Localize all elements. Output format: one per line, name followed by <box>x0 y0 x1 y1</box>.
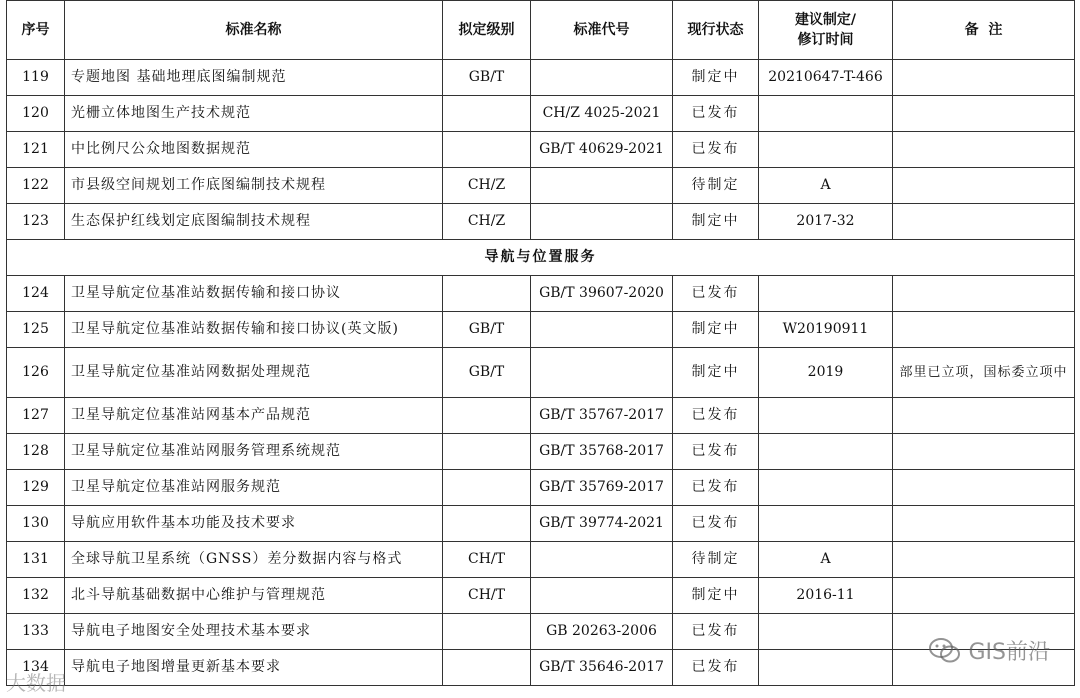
row-time <box>759 132 893 168</box>
row-level: GB/T <box>443 60 531 96</box>
row-no: 124 <box>7 276 65 312</box>
row-note <box>893 96 1075 132</box>
header-name: 标准名称 <box>65 1 443 60</box>
row-note <box>893 470 1075 506</box>
section-row <box>7 240 1075 276</box>
row-note <box>893 168 1075 204</box>
row-name: 卫星导航定位基准站网服务规范 <box>65 470 443 506</box>
row-name: 卫星导航定位基准站网服务管理系统规范 <box>65 434 443 470</box>
row-name: 光栅立体地图生产技术规范 <box>65 96 443 132</box>
row-status: 待制定 <box>673 168 759 204</box>
watermark-gis-text: GIS前沿 <box>968 640 1050 665</box>
row-code: GB/T 35768-2017 <box>531 434 673 470</box>
table-row <box>7 542 1075 578</box>
row-status: 已发布 <box>673 470 759 506</box>
row-no: 132 <box>7 578 65 614</box>
table-row <box>7 168 1075 204</box>
row-name: 卫星导航定位基准站网基本产品规范 <box>65 398 443 434</box>
row-name: 中比例尺公众地图数据规范 <box>65 132 443 168</box>
row-status: 已发布 <box>673 96 759 132</box>
row-time <box>759 398 893 434</box>
row-status: 已发布 <box>673 398 759 434</box>
row-note <box>893 434 1075 470</box>
row-status: 制定中 <box>673 204 759 240</box>
row-level <box>443 650 531 686</box>
table-row <box>7 614 1075 650</box>
row-level: CH/Z <box>443 204 531 240</box>
row-status: 已发布 <box>673 434 759 470</box>
row-code: CH/Z 4025-2021 <box>531 96 673 132</box>
row-level <box>443 132 531 168</box>
row-no: 133 <box>7 614 65 650</box>
row-note <box>893 204 1075 240</box>
row-level <box>443 96 531 132</box>
table-row <box>7 506 1075 542</box>
row-note: 部里已立项，国标委立项中 <box>893 348 1075 398</box>
table-body-before <box>7 60 1075 240</box>
row-name: 北斗导航基础数据中心维护与管理规范 <box>65 578 443 614</box>
row-no: 120 <box>7 96 65 132</box>
row-name: 导航电子地图增量更新基本要求 <box>65 650 443 686</box>
row-no: 126 <box>7 348 65 398</box>
table-row <box>7 204 1075 240</box>
row-status: 已发布 <box>673 650 759 686</box>
row-no: 119 <box>7 60 65 96</box>
watermark-source <box>6 667 66 696</box>
row-level <box>443 398 531 434</box>
row-no: 129 <box>7 470 65 506</box>
row-code <box>531 312 673 348</box>
row-code <box>531 204 673 240</box>
row-no: 128 <box>7 434 65 470</box>
header-time: 建议制定/ 修订时间 <box>759 1 893 60</box>
row-name: 市县级空间规划工作底图编制技术规程 <box>65 168 443 204</box>
row-time: A <box>759 168 893 204</box>
row-code: GB/T 39607-2020 <box>531 276 673 312</box>
row-name: 专题地图 基础地理底图编制规范 <box>65 60 443 96</box>
row-level <box>443 506 531 542</box>
row-status: 已发布 <box>673 132 759 168</box>
row-name: 导航电子地图安全处理技术基本要求 <box>65 614 443 650</box>
row-level: CH/T <box>443 578 531 614</box>
row-note <box>893 506 1075 542</box>
row-level: GB/T <box>443 312 531 348</box>
row-name: 导航应用软件基本功能及技术要求 <box>65 506 443 542</box>
row-status: 已发布 <box>673 276 759 312</box>
row-time <box>759 470 893 506</box>
watermark-gis <box>928 635 1050 666</box>
row-no: 123 <box>7 204 65 240</box>
row-no: 122 <box>7 168 65 204</box>
row-status: 待制定 <box>673 542 759 578</box>
row-note <box>893 312 1075 348</box>
table-row <box>7 650 1075 686</box>
row-level <box>443 614 531 650</box>
row-time <box>759 434 893 470</box>
row-time <box>759 276 893 312</box>
row-code: GB/T 35769-2017 <box>531 470 673 506</box>
row-name: 卫星导航定位基准站数据传输和接口协议 <box>65 276 443 312</box>
row-time <box>759 506 893 542</box>
table-row <box>7 312 1075 348</box>
row-level: CH/Z <box>443 168 531 204</box>
table-row <box>7 132 1075 168</box>
row-time: 2017-32 <box>759 204 893 240</box>
row-note <box>893 276 1075 312</box>
row-level <box>443 470 531 506</box>
row-level: GB/T <box>443 348 531 398</box>
row-level <box>443 434 531 470</box>
row-code: GB/T 39774-2021 <box>531 506 673 542</box>
row-code: GB/T 35767-2017 <box>531 398 673 434</box>
row-time: 20210647-T-466 <box>759 60 893 96</box>
wechat-icon <box>928 637 962 665</box>
row-code <box>531 578 673 614</box>
row-status: 制定中 <box>673 348 759 398</box>
section-body <box>7 240 1075 276</box>
row-name: 卫星导航定位基准站网数据处理规范 <box>65 348 443 398</box>
row-status: 制定中 <box>673 312 759 348</box>
row-no: 131 <box>7 542 65 578</box>
row-code <box>531 60 673 96</box>
row-code: GB/T 40629-2021 <box>531 132 673 168</box>
row-time: W20190911 <box>759 312 893 348</box>
row-no: 127 <box>7 398 65 434</box>
row-time: 2016-11 <box>759 578 893 614</box>
row-status: 制定中 <box>673 60 759 96</box>
table-header-row <box>7 1 1075 60</box>
row-no: 134 <box>7 650 65 686</box>
row-code: GB 20263-2006 <box>531 614 673 650</box>
row-no: 125 <box>7 312 65 348</box>
row-no: 130 <box>7 506 65 542</box>
standards-table <box>6 0 1075 686</box>
row-name: 生态保护红线划定底图编制技术规程 <box>65 204 443 240</box>
row-no: 121 <box>7 132 65 168</box>
table-row <box>7 348 1075 398</box>
row-note <box>893 542 1075 578</box>
row-status: 已发布 <box>673 614 759 650</box>
table-body-after <box>7 276 1075 686</box>
row-code <box>531 542 673 578</box>
row-time <box>759 96 893 132</box>
table-row <box>7 276 1075 312</box>
row-note <box>893 398 1075 434</box>
row-status: 已发布 <box>673 506 759 542</box>
table-row <box>7 578 1075 614</box>
row-level: CH/T <box>443 542 531 578</box>
row-note <box>893 132 1075 168</box>
row-time: 2019 <box>759 348 893 398</box>
row-time <box>759 650 893 686</box>
row-code <box>531 168 673 204</box>
header-status: 现行状态 <box>673 1 759 60</box>
row-level <box>443 276 531 312</box>
row-name: 全球导航卫星系统（GNSS）差分数据内容与格式 <box>65 542 443 578</box>
row-status: 制定中 <box>673 578 759 614</box>
header-code: 标准代号 <box>531 1 673 60</box>
row-time: A <box>759 542 893 578</box>
table-row <box>7 434 1075 470</box>
header-level: 拟定级别 <box>443 1 531 60</box>
row-note <box>893 60 1075 96</box>
table-row <box>7 60 1075 96</box>
header-note: 备 注 <box>893 1 1075 60</box>
row-time <box>759 614 893 650</box>
table-row <box>7 470 1075 506</box>
section-title: 导航与位置服务 <box>7 240 1075 276</box>
row-code <box>531 348 673 398</box>
header-no: 序号 <box>7 1 65 60</box>
table-row <box>7 398 1075 434</box>
watermark-source-text: 大数据 <box>6 671 66 695</box>
table-row <box>7 96 1075 132</box>
row-code: GB/T 35646-2017 <box>531 650 673 686</box>
row-note <box>893 578 1075 614</box>
row-name: 卫星导航定位基准站数据传输和接口协议(英文版) <box>65 312 443 348</box>
